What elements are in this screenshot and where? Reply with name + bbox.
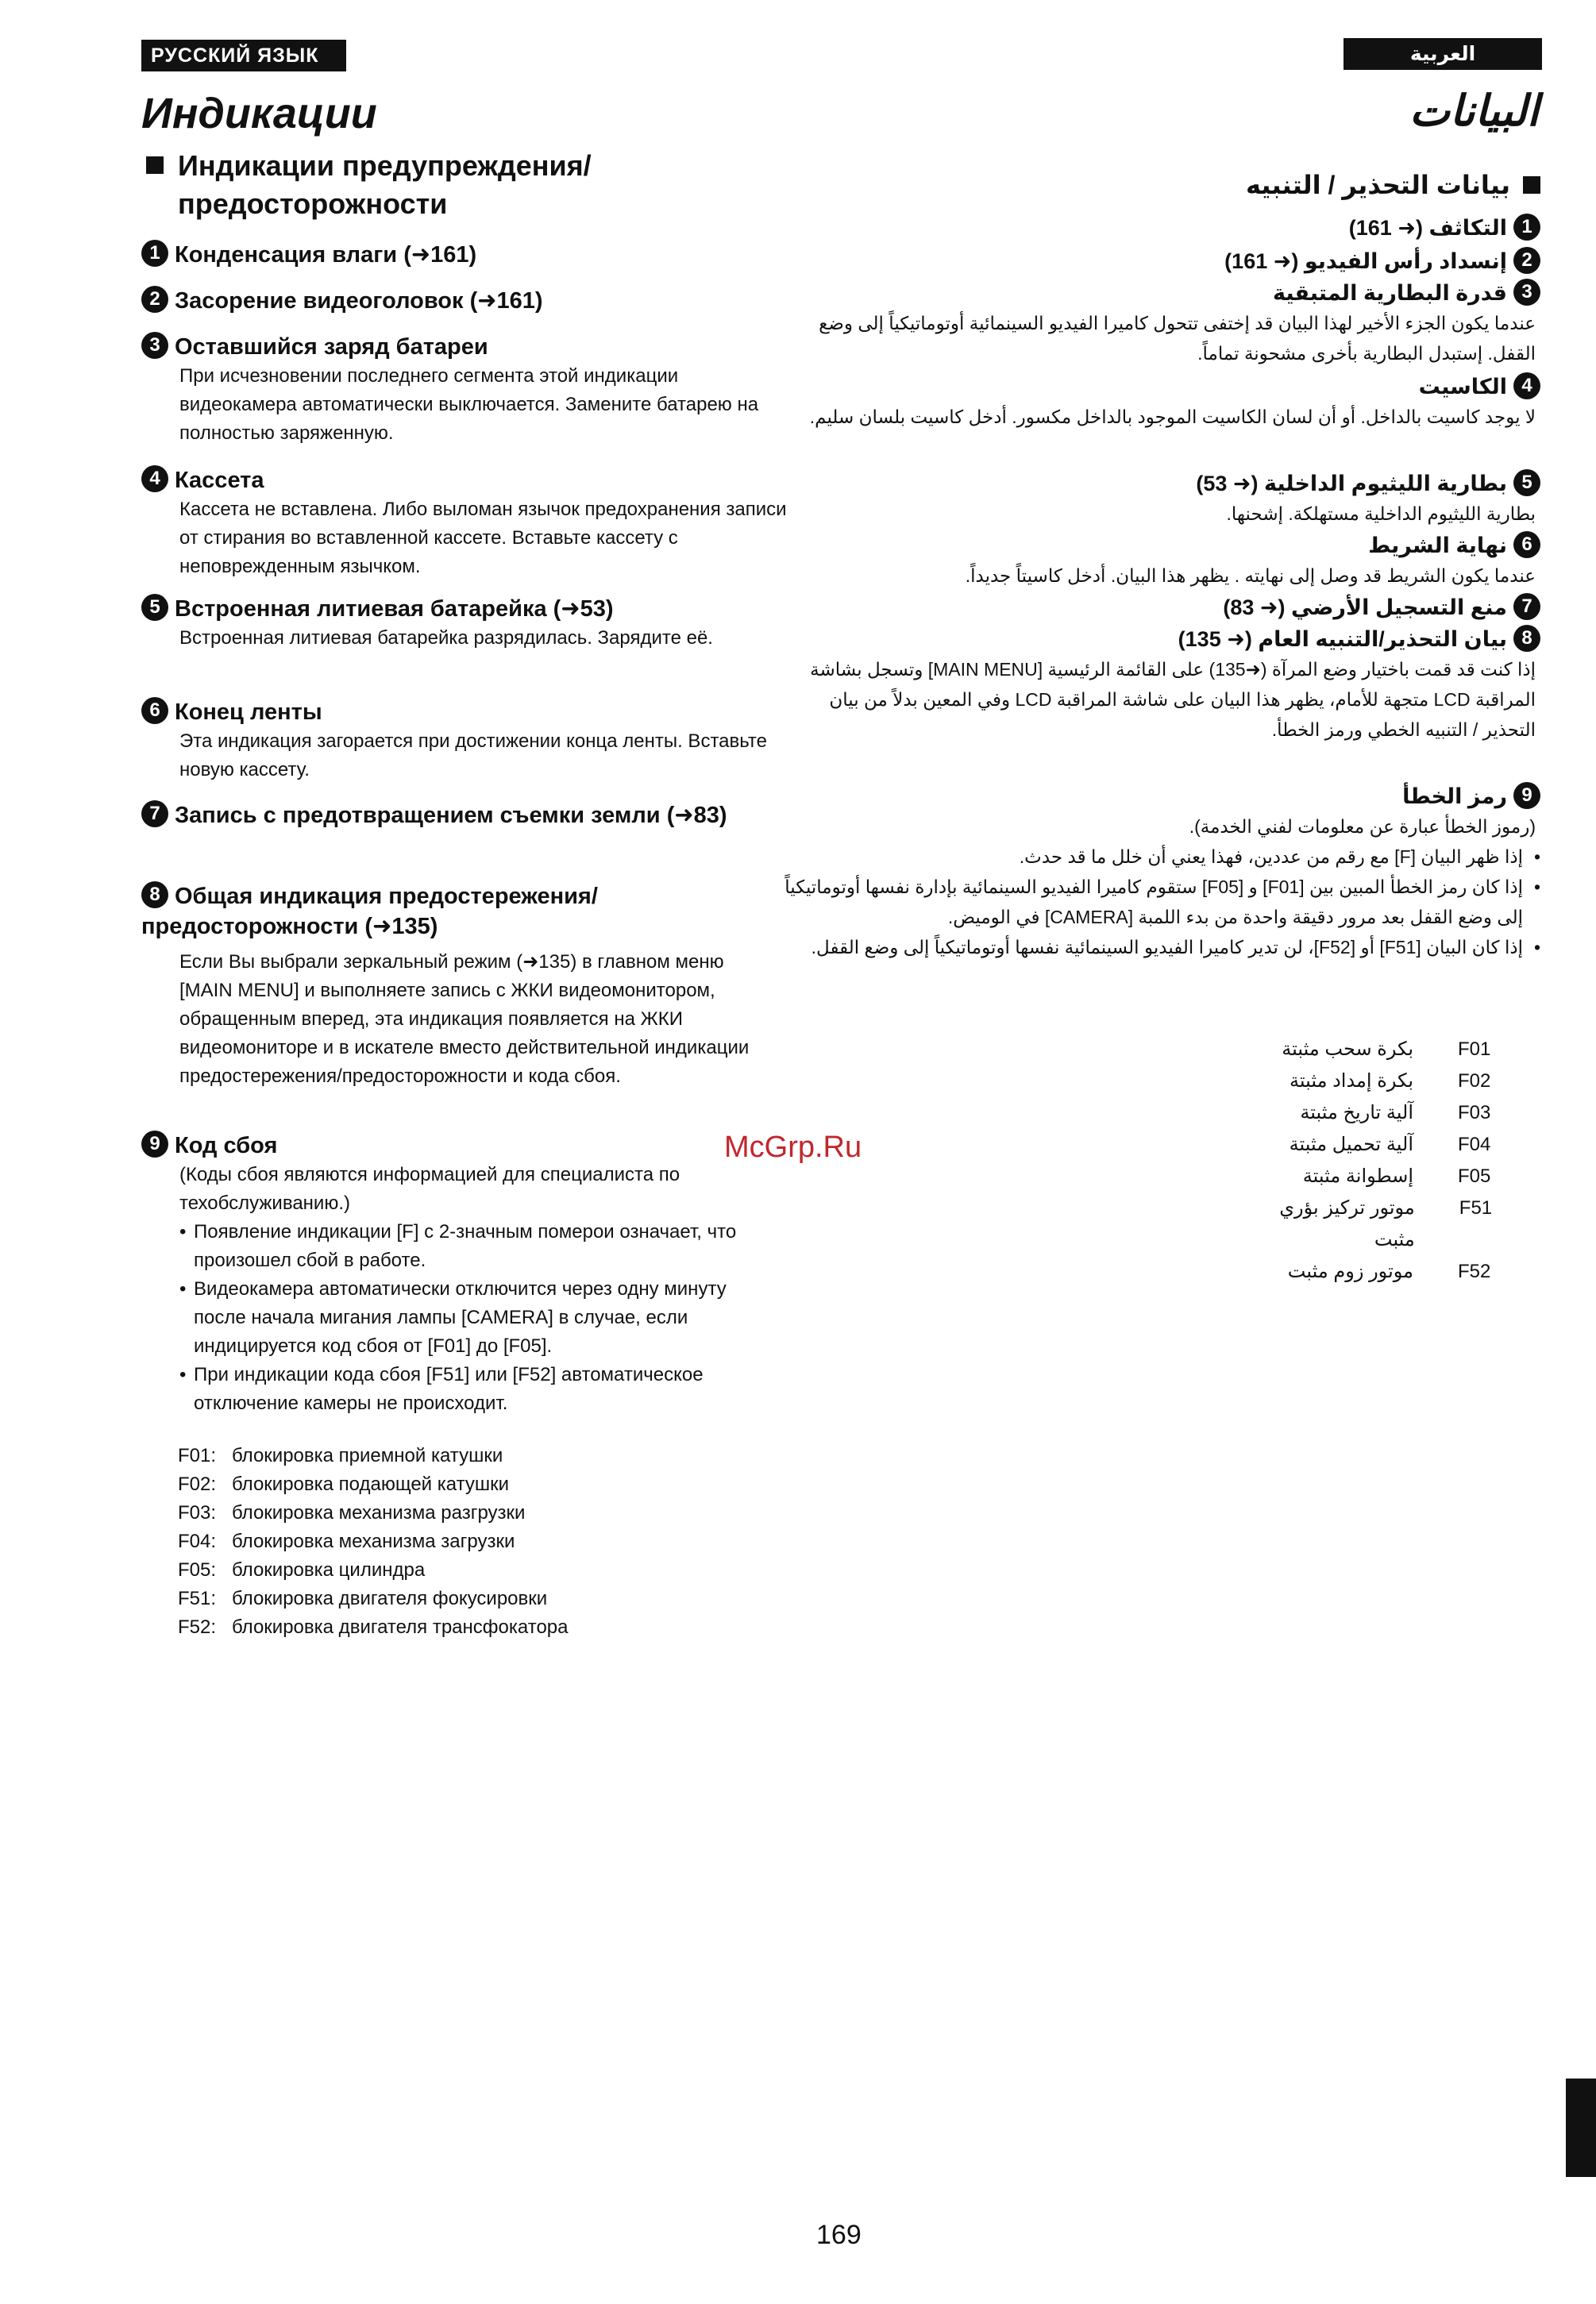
ru-item-2: 2 Засорение видеоголовок (➜161) — [141, 286, 800, 316]
ru-item-7: 7 Запись с предотвращением съемки земли (➜83) — [141, 800, 745, 830]
lang-tag-ru: РУССКИЙ ЯЗЫК — [141, 40, 346, 71]
list-item: إسطوانة مثبتة F05 — [1302, 1165, 1491, 1187]
ru-item-1: 1 Конденсация влаги (➜161) — [141, 240, 800, 270]
watermark: McGrp.Ru — [724, 1131, 862, 1164]
list-item: F04: блокировка механизма загрузки — [178, 1531, 515, 1552]
side-index-tab — [1566, 2079, 1596, 2177]
list-item: F03: блокировка механизма разгрузки — [178, 1502, 526, 1524]
ar-item-5: 5بطارية الليثيوم الداخلية (➜ 53) بطارية الليثيوم الداخلية مستهلكة. إشحنها. — [778, 468, 1540, 529]
ar-item-4: 4الكاسيت لا يوجد كاسيت بالداخل. أو أن لسان الكاسيت الموجود بالداخل مكسور. أدخل كاسيت بلسان سليم. — [778, 372, 1540, 432]
list-item: F01: блокировка приемной катушки — [178, 1445, 503, 1466]
list-item: موتور تركيز بؤري مثبت F51 — [1279, 1197, 1493, 1250]
square-bullet-icon — [146, 156, 164, 174]
list-item: موتور زوم مثبت F52 — [1287, 1261, 1491, 1282]
number-9-icon: 9 — [1513, 782, 1540, 809]
ar-item-3: 3قدرة البطارية المتبقية عندما يكون الجزء الأخير لهذا البيان قد إختفى تتحول كاميرا الفيديو السينمائية أوتوماتيكياً إلى وضع القفل. إستبدل البطارية بأخرى مشحونة تماماً. — [778, 278, 1540, 368]
ar-item-1: 1التكاثف (➜ 161) — [778, 213, 1540, 243]
ar-error-code-list — [1239, 1034, 1509, 1288]
ar-item-8: 8بيان التحذير/التنبيه العام (➜ 135) إذا كنت قد قمت باختيار وضع المرآة (➜135) على القائمة الرئيسية [MAIN MENU] وتسجل بشاشة المراقبة LCD متجهة للأمام، يظهر هذا البيان على شاشة المراقبة LCD وفي المعين بدلاً من بيان التحذير / التنبيه الخطي ورمز الخطأ. — [778, 624, 1540, 745]
list-item: آلية تاريخ مثبتة F03 — [1300, 1102, 1491, 1123]
number-3-icon: 3 — [1513, 279, 1540, 306]
number-5-icon: 5 — [1513, 469, 1540, 496]
ru-item-9: 9 Код сбоя (Коды сбоя являются информацией для специалиста по техобслуживанию.) • Появление индикации [F] с 2-значным померои означает, что произошел сбой в работе. • Видеокамера автоматически отключится через одну минуту после начала мигания лампы [CAMERA] в случае, если индицируется код сбоя от [F01] до [F05]. • При индикации кода сбоя [F51] или [F52] автоматическое отключение камеры не происходит. — [141, 1131, 777, 1418]
ar-section-title: بيانات التحذير / التنبيه — [1246, 168, 1540, 202]
ru-bullet-list — [141, 1218, 777, 1418]
ru-item-8: 8 Общая индикация предостережения/ предосторожности (➜135) Если Вы выбрали зеркальный режим (➜135) в главном меню [MAIN MENU] и выполняете запись с ЖКИ видеомонитором, обращенным вперед, эта индикация появляется на ЖКИ видеомониторе и в искателе вместо действительной индикации предостережения/предосторожности и кода сбоя. — [141, 881, 761, 1091]
number-2-icon: 2 — [141, 286, 168, 313]
square-bullet-icon — [1523, 176, 1540, 194]
number-9-icon: 9 — [141, 1131, 168, 1158]
list-item: بكرة سحب مثبتة F01 — [1282, 1038, 1491, 1060]
list-item: • Видеокамера автоматически отключится через одну минуту после начала мигания лампы [CAMERA] в случае, если индицируется код сбоя от [F01] до [F05]. — [179, 1275, 777, 1361]
number-1-icon: 1 — [141, 240, 168, 267]
ru-section-title: Индикации предупреждения/ — [146, 149, 592, 183]
list-item: F51: блокировка двигателя фокусировки — [178, 1588, 548, 1609]
number-8-icon: 8 — [141, 881, 168, 908]
list-item: F05: блокировка цилиндра — [178, 1559, 426, 1581]
page-number: 169 — [816, 2220, 862, 2250]
ru-item-6: 6 Конец ленты Эта индикация загорается при достижении конца ленты. Вставьте новую кассету. — [141, 697, 800, 784]
page-title-ru: Индикации — [141, 90, 377, 137]
number-3-icon: 3 — [141, 332, 168, 359]
number-6-icon: 6 — [1513, 531, 1540, 558]
number-7-icon: 7 — [141, 800, 168, 827]
list-item: بكرة إمداد مثبتة F02 — [1289, 1070, 1491, 1092]
list-item: • إذا كان البيان [F51] أو [F52]، لن تدير كاميرا الفيديو السينمائية نفسها أوتوماتيكياً إلى وضع القفل. — [778, 932, 1540, 962]
page-title-ar: البيانات — [1409, 87, 1539, 135]
ar-item-7: 7منع التسجيل الأرضي (➜ 83) — [778, 592, 1540, 622]
list-item: • إذا ظهر البيان [F] مع رقم من عددين، فهذا يعني أن خلل ما قد حدث. — [778, 842, 1540, 872]
list-item: F02: блокировка подающей катушки — [178, 1474, 510, 1495]
list-item: • При индикации кода сбоя [F51] или [F52] автоматическое отключение камеры не происходит. — [179, 1361, 777, 1418]
number-5-icon: 5 — [141, 594, 168, 621]
list-item: • Появление индикации [F] с 2-значным померои означает, что произошел сбой в работе. — [179, 1218, 777, 1275]
number-2-icon: 2 — [1513, 247, 1540, 274]
number-1-icon: 1 — [1513, 214, 1540, 241]
number-6-icon: 6 — [141, 697, 168, 724]
number-8-icon: 8 — [1513, 625, 1540, 652]
ar-item-9: 9رمز الخطأ (رموز الخطأ عبارة عن معلومات لفني الخدمة). • إذا ظهر البيان [F] مع رقم من عددين، فهذا يعني أن خلل ما قد حدث. • إذا كان رمز الخطأ المبين بين [F01] و [F05] ستقوم كاميرا الفيديو السينمائية بإدارة نفسها أوتوماتيكياً إلى وضع القفل بعد مرور دقيقة واحدة من بدء اللمبة [CAMERA] في الوميض. • إذا كان البيان [F51] أو [F52]، لن تدير كاميرا الفيديو السينمائية نفسها أوتوماتيكياً إلى وضع القفل. — [778, 781, 1540, 962]
ru-item-5: 5 Встроенная литиевая батарейка (➜53) Встроенная литиевая батарейка разрядилась. Зарядите её. — [141, 594, 800, 653]
list-item: • إذا كان رمز الخطأ المبين بين [F01] و [F05] ستقوم كاميرا الفيديو السينمائية بإدارة نفسها أوتوماتيكياً إلى وضع القفل بعد مرور دقيقة واحدة من بدء اللمبة [CAMERA] في الوميض. — [778, 872, 1540, 932]
ru-error-code-list — [178, 1442, 750, 1642]
lang-tag-ar: العربية — [1343, 38, 1542, 70]
number-4-icon: 4 — [1513, 372, 1540, 399]
ru-item-3: 3 Оставшийся заряд батареи При исчезновении последнего сегмента этой индикации видеокамера автоматически выключается. Замените батарею на полностью заряженную. — [141, 332, 800, 448]
list-item: F52: блокировка двигателя трансфокатора — [178, 1616, 569, 1638]
ar-bullet-list — [778, 842, 1540, 962]
ar-item-2: 2إنسداد رأس الفيديو (➜ 161) — [778, 246, 1540, 276]
ar-item-6: 6نهاية الشريط عندما يكون الشريط قد وصل إلى نهايته . يظهر هذا البيان. أدخل كاسيتاً جديداً. — [778, 530, 1540, 591]
list-item: آلية تحميل مثبتة F04 — [1289, 1134, 1491, 1155]
number-4-icon: 4 — [141, 465, 168, 492]
ru-section-title-line2: предосторожности — [178, 187, 448, 220]
ru-item-4: 4 Кассета Кассета не вставлена. Либо выломан язычок предохранения записи от стирания во вставленной кассете. Вставьте кассету с неповрежденным язычком. — [141, 465, 800, 581]
number-7-icon: 7 — [1513, 593, 1540, 620]
